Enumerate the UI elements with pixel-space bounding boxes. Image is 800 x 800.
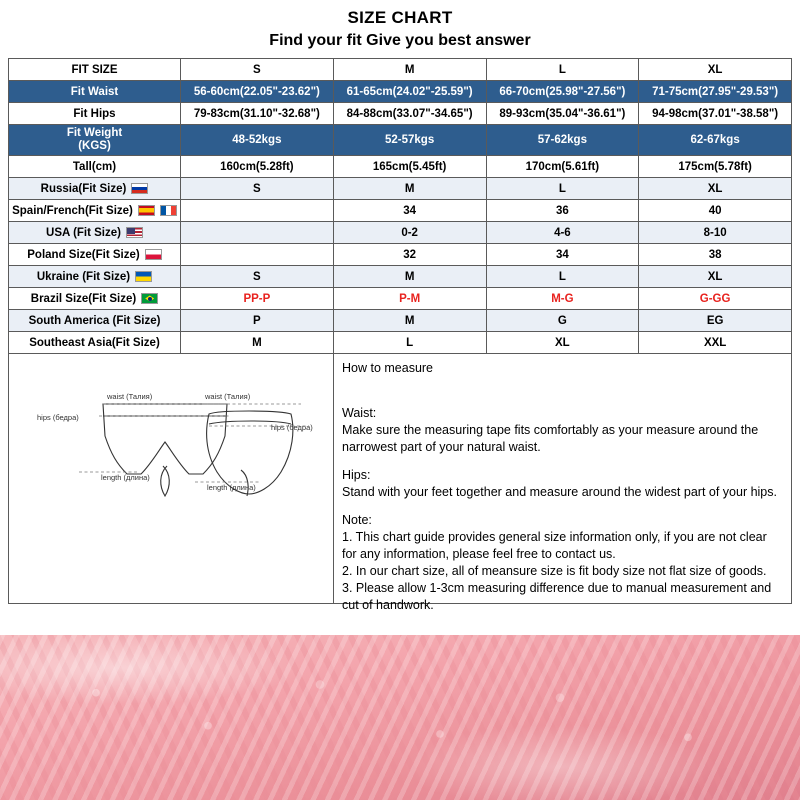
row-label-russia <box>9 178 181 200</box>
row-label-ukraine-text: Ukraine (Fit Size) <box>36 270 131 283</box>
table-row <box>9 81 792 103</box>
cell-fit-hips-s: 79-83cm(31.10"-32.68") <box>181 103 334 125</box>
cell-russia-m: M <box>333 178 486 200</box>
row-label-usa <box>9 222 181 244</box>
row-label-fit-weight-line1: Fit Weight <box>66 127 123 139</box>
flag-ukraine-icon <box>135 271 152 282</box>
table-header-row <box>9 59 792 81</box>
row-label-fit-weight-line2: (KGS) <box>78 140 111 152</box>
row-label-southeast-asia: Southeast Asia(Fit Size) <box>9 332 181 354</box>
cell-fit-weight-l: 57-62kgs <box>486 125 639 156</box>
cell-poland-m: 32 <box>333 244 486 266</box>
note-item-2: 2. In our chart size, all of meansure size is fit body size not flat size of goods. <box>342 564 767 578</box>
cell-ukraine-s: S <box>181 266 334 288</box>
row-label-south-america: South America (Fit Size) <box>9 310 181 332</box>
cell-southeast-asia-l: XL <box>486 332 639 354</box>
cell-spain-l: 36 <box>486 200 639 222</box>
flag-usa-icon <box>126 227 143 238</box>
row-label-ukraine <box>9 266 181 288</box>
row-label-spain-french-text: Spain/French(Fit Size) <box>12 204 133 217</box>
cell-russia-xl: XL <box>639 178 792 200</box>
table-row <box>9 156 792 178</box>
left-length-label: length (длина) <box>101 473 150 482</box>
row-label-usa-text: USA (Fit Size) <box>46 226 121 239</box>
row-label-fit-weight <box>9 125 181 156</box>
howto-heading: How to measure <box>342 361 434 375</box>
page-subtitle: Find your fit Give you best answer <box>269 32 531 49</box>
right-waist-label: waist (Талия) <box>205 392 251 401</box>
table-row <box>9 244 792 266</box>
cell-southeast-asia-xl: XXL <box>639 332 792 354</box>
hips-label: Hips: <box>342 468 371 482</box>
cell-usa-xl: 8-10 <box>639 222 792 244</box>
row-label-fit-waist: Fit Waist <box>9 81 181 103</box>
cell-poland-s <box>181 244 334 266</box>
cell-fit-waist-xl: 71-75cm(27.95"-29.53") <box>639 81 792 103</box>
cell-russia-s: S <box>181 178 334 200</box>
table-row <box>9 332 792 354</box>
right-length-label: length (длина) <box>207 483 256 492</box>
cell-fit-hips-l: 89-93cm(35.04"-36.61") <box>486 103 639 125</box>
cell-south-america-l: G <box>486 310 639 332</box>
cell-brazil-s: PP-P <box>181 288 334 310</box>
cell-fit-hips-m: 84-88cm(33.07"-34.65") <box>333 103 486 125</box>
row-label-russia-text: Russia(Fit Size) <box>40 182 127 195</box>
flag-brazil-icon <box>141 293 158 304</box>
cell-usa-m: 0-2 <box>333 222 486 244</box>
cell-spain-xl: 40 <box>639 200 792 222</box>
measurement-diagram <box>9 354 334 603</box>
cell-fit-weight-xl: 62-67kgs <box>639 125 792 156</box>
cell-poland-xl: 38 <box>639 244 792 266</box>
left-hips-label: hips (бедра) <box>37 413 79 422</box>
row-label-brazil-text: Brazil Size(Fit Size) <box>30 292 137 305</box>
cell-brazil-l: M-G <box>486 288 639 310</box>
bottom-section <box>8 354 792 612</box>
header-cell-xl: XL <box>639 59 792 81</box>
header-cell-l: L <box>486 59 639 81</box>
cell-usa-s <box>181 222 334 244</box>
cell-south-america-m: M <box>333 310 486 332</box>
cell-southeast-asia-s: M <box>181 332 334 354</box>
row-label-tall: Tall(cm) <box>9 156 181 178</box>
cell-usa-l: 4-6 <box>486 222 639 244</box>
table-row <box>9 266 792 288</box>
cell-south-america-s: P <box>181 310 334 332</box>
table-row <box>9 288 792 310</box>
cell-ukraine-l: L <box>486 266 639 288</box>
flag-poland-icon <box>145 249 162 260</box>
cell-fit-waist-m: 61-65cm(24.02"-25.59") <box>333 81 486 103</box>
note-item-3: 3. Please allow 1-3cm measuring difference due to manual measurement and cut of handwork. <box>342 581 772 612</box>
cell-tall-s: 160cm(5.28ft) <box>181 156 334 178</box>
size-table <box>8 58 792 354</box>
left-waist-label: waist (Талия) <box>107 392 153 401</box>
cell-tall-xl: 175cm(5.78ft) <box>639 156 792 178</box>
cell-brazil-xl: G-GG <box>639 288 792 310</box>
table-row <box>9 178 792 200</box>
row-label-brazil <box>9 288 181 310</box>
table-row <box>9 125 792 156</box>
flag-france-icon <box>160 205 177 216</box>
cell-russia-l: L <box>486 178 639 200</box>
product-photo <box>0 635 800 800</box>
flag-russia-icon <box>131 183 148 194</box>
right-hips-label: hips (бедра) <box>271 423 313 432</box>
how-to-measure-panel <box>334 354 791 612</box>
note-item-1: 1. This chart guide provides general size information only, if you are not clear for any information, please feel free to contact us. <box>342 530 767 561</box>
cell-fit-hips-xl: 94-98cm(37.01"-38.58") <box>639 103 792 125</box>
title-block <box>0 0 800 50</box>
cell-fit-waist-l: 66-70cm(25.98"-27.56") <box>486 81 639 103</box>
row-label-poland-text: Poland Size(Fit Size) <box>27 248 140 261</box>
panty-measure-svg <box>9 354 334 602</box>
cell-southeast-asia-m: L <box>333 332 486 354</box>
row-label-fit-hips: Fit Hips <box>9 103 181 125</box>
cell-tall-m: 165cm(5.45ft) <box>333 156 486 178</box>
cell-fit-weight-s: 48-52kgs <box>181 125 334 156</box>
cell-poland-l: 34 <box>486 244 639 266</box>
page-title: SIZE CHART <box>347 8 453 27</box>
header-cell-s: S <box>181 59 334 81</box>
cell-fit-waist-s: 56-60cm(22.05"-23.62") <box>181 81 334 103</box>
note-label: Note: <box>342 513 372 527</box>
row-label-spain-french <box>9 200 181 222</box>
cell-brazil-m: P-M <box>333 288 486 310</box>
header-cell-fit-size: FIT SIZE <box>9 59 181 81</box>
waist-label: Waist: <box>342 406 377 420</box>
table-row <box>9 222 792 244</box>
header-cell-m: M <box>333 59 486 81</box>
waist-text: Make sure the measuring tape fits comfortably as your measure around the narrowest part of your natural waist. <box>342 423 759 454</box>
cell-fit-weight-m: 52-57kgs <box>333 125 486 156</box>
flag-spain-icon <box>138 205 155 216</box>
cell-south-america-xl: EG <box>639 310 792 332</box>
row-label-poland <box>9 244 181 266</box>
table-row <box>9 103 792 125</box>
cell-ukraine-xl: XL <box>639 266 792 288</box>
cell-spain-m: 34 <box>333 200 486 222</box>
cell-tall-l: 170cm(5.61ft) <box>486 156 639 178</box>
table-row <box>9 310 792 332</box>
table-row <box>9 200 792 222</box>
cell-ukraine-m: M <box>333 266 486 288</box>
hips-text: Stand with your feet together and measure around the widest part of your hips. <box>342 485 777 499</box>
cell-spain-s <box>181 200 334 222</box>
